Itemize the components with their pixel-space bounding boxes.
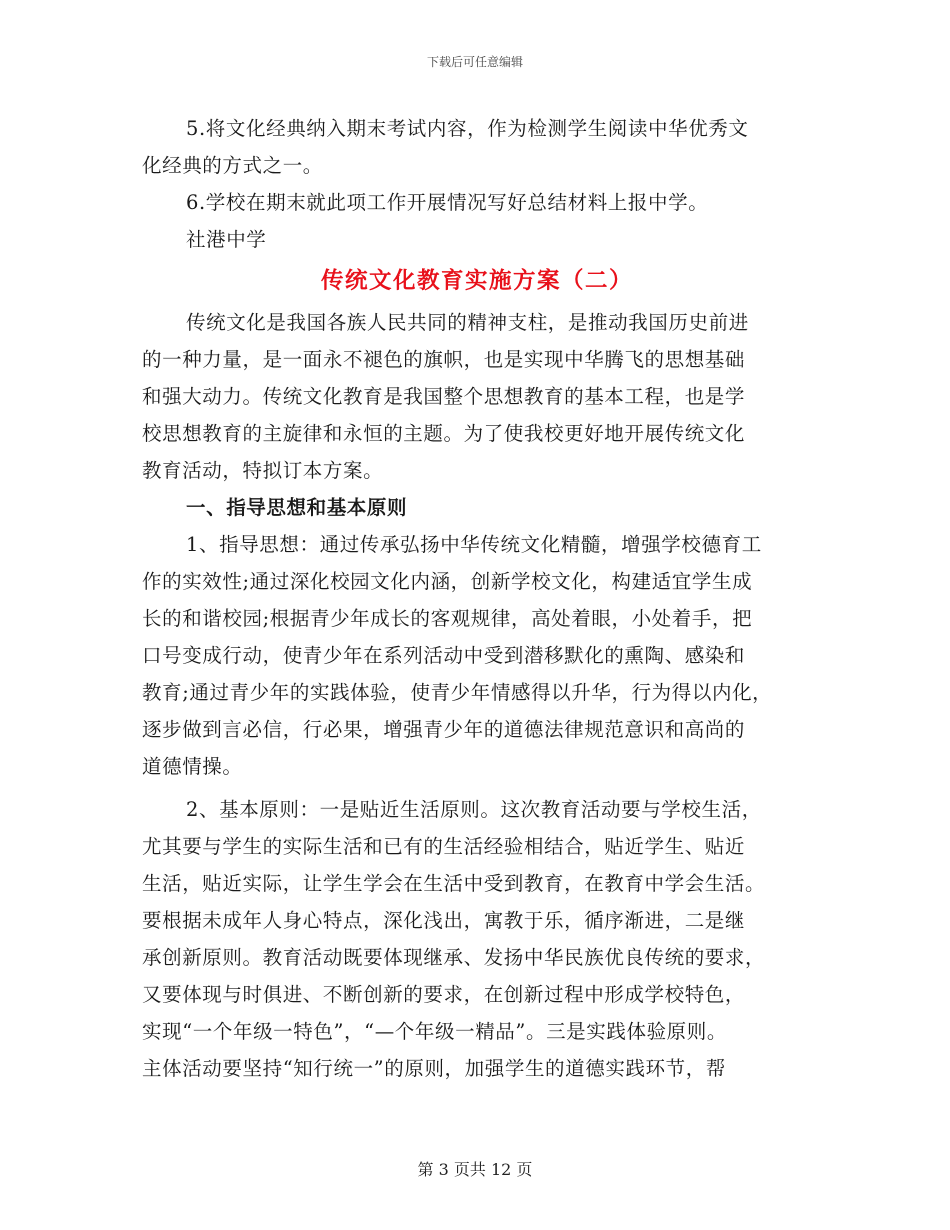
- guiding-line-5: 教育;通过青少年的实践体验，使青少年情感得以升华，行为得以内化，: [142, 681, 773, 704]
- principles-line-4: 要根据未成年人身心特点，深化浅出，寓教于乐，循序渐进，二是继: [142, 909, 746, 932]
- item-5-line-1: 5.将文化经典纳入期末考试内容，作为检测学生阅读中华优秀文: [186, 117, 749, 140]
- intro-line-4: 校思想教育的主旋律和永恒的主题。为了使我校更好地开展传统文化: [142, 422, 746, 445]
- page-footer: 第 3 页共 12 页: [417, 1160, 533, 1179]
- principles-line-6: 又要体现与时俱进、不断创新的要求，在创新过程中形成学校特色，: [142, 983, 746, 1006]
- signature: 社港中学: [186, 228, 267, 251]
- guiding-line-6: 逐步做到言必信，行必果，增强青少年的道德法律规范意识和高尚的: [142, 718, 746, 741]
- guiding-line-3: 长的和谐校园;根据青少年成长的客观规律，高处着眼，小处着手，把: [142, 607, 753, 630]
- principles-line-3: 生活，贴近实际，让学生学会在生活中受到教育，在教育中学会生活。: [142, 872, 766, 895]
- document-body: [142, 110, 812, 1087]
- principles-line-1: 2、基本原则：一是贴近生活原则。这次教育活动要与学校生活，: [186, 798, 762, 821]
- principles-line-8: 主体活动要坚持“知行统一”的原则，加强学生的道德实践环节，帮: [142, 1057, 726, 1080]
- guiding-line-2: 作的实效性;通过深化校园文化内涵，创新学校文化，构建适宜学生成: [142, 570, 753, 593]
- principles-line-5: 承创新原则。教育活动既要体现继承、发扬中华民族优良传统的要求，: [142, 946, 766, 969]
- intro-line-3: 和强大动力。传统文化教育是我国整个思想教育的基本工程，也是学: [142, 385, 746, 408]
- section-heading: 一、指导思想和基本原则: [186, 496, 408, 519]
- guiding-line-7: 道德情操。: [142, 755, 243, 778]
- intro-line-1: 传统文化是我国各族人民共同的精神支柱，是推动我国历史前进: [186, 311, 749, 334]
- document-title: 传统文化教育实施方案（二）: [320, 268, 633, 294]
- principles-line-7: 实现“一个年级一特色”，“—个年级一精品”。三是实践体验原则。: [142, 1020, 727, 1043]
- page-header: 下载后可任意编辑: [426, 55, 523, 69]
- guiding-line-1: 1、指导思想：通过传承弘扬中华传统文化精髓，增强学校德育工: [186, 533, 762, 556]
- principles-line-2: 尤其要与学生的实际生活和已有的生活经验相结合，贴近学生、贴近: [142, 835, 746, 858]
- item-5-line-2: 化经典的方式之一。: [142, 154, 323, 177]
- intro-line-5: 教育活动，特拟订本方案。: [142, 459, 384, 482]
- intro-line-2: 的一种力量，是一面永不褪色的旗帜，也是实现中华腾飞的思想基础: [142, 348, 746, 371]
- guiding-line-4: 口号变成行动，使青少年在系列活动中受到潜移默化的熏陶、感染和: [142, 644, 746, 667]
- item-6: 6.学校在期末就此项工作开展情况写好总结材料上报中学。: [186, 191, 709, 214]
